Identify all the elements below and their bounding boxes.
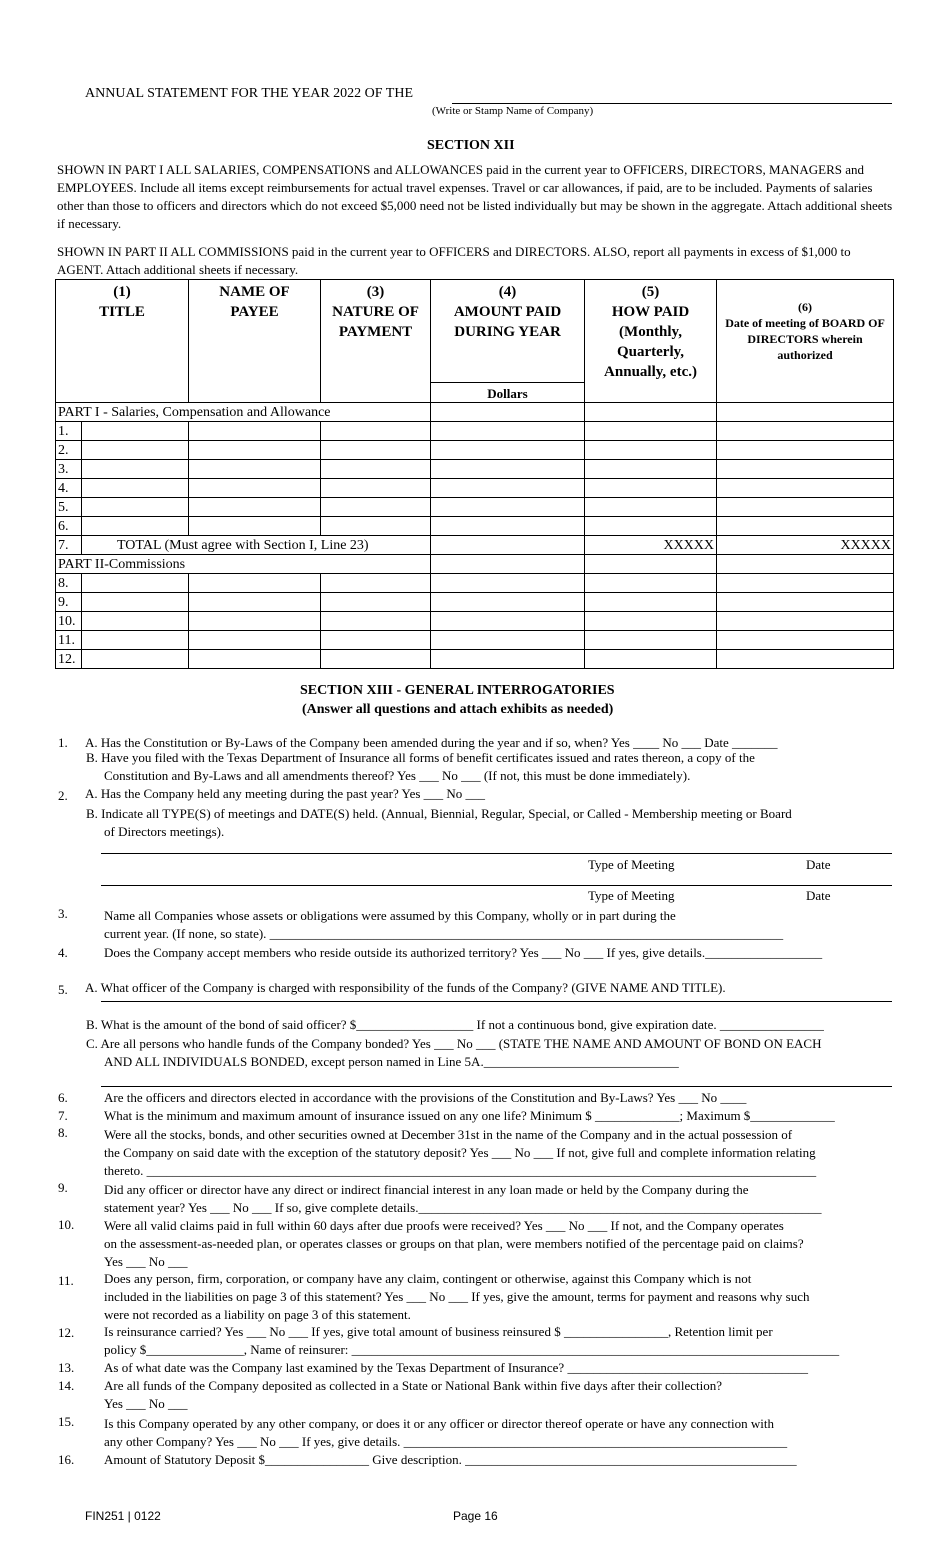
q3-number: 3. xyxy=(58,906,68,921)
col-title-header: (1) TITLE xyxy=(56,280,189,383)
q2b-text-1: B. Indicate all TYPE(S) of meetings and DATE(S) held. (Annual, Biennial, Regular, Special, or Called - Membership meeting or Board xyxy=(86,806,792,821)
q15-text-2: any other Company? Yes ___ No ___ If yes, give details. ___________________________________________________________ xyxy=(104,1434,788,1449)
q2-number: 2. xyxy=(58,788,68,803)
q1a-text: A. Has the Constitution or By-Laws of the Company been amended during the year and if so, when? Yes ____ No ___ Date _______ xyxy=(85,735,778,750)
q13-number: 13. xyxy=(58,1360,75,1375)
q2b-text-2: of Directors meetings). xyxy=(104,824,225,839)
date-label-1: Date xyxy=(806,857,831,872)
q12-number: 12. xyxy=(58,1325,75,1340)
total-how-paid-xxxxx: XXXXX xyxy=(585,535,717,554)
q16-text: Amount of Statutory Deposit $________________ Give description. ___________________________________________________ xyxy=(104,1452,797,1467)
q13-text: As of what date was the Company last examined by the Texas Department of Insurance? _____________________________________ xyxy=(104,1360,808,1375)
section-xii-title: SECTION XII xyxy=(427,138,515,153)
q15-number: 15. xyxy=(58,1414,75,1429)
date-label-2: Date xyxy=(806,888,831,903)
table-row: 2. xyxy=(56,440,894,459)
table-row: 10. xyxy=(56,611,894,630)
table-row: 3. xyxy=(56,459,894,478)
q11-text-2: included in the liabilities on page 3 of this statement? Yes ___ No ___ If yes, give the amount, terms for payment and reasons why such xyxy=(104,1289,810,1304)
table-row: 5. xyxy=(56,497,894,516)
q3-text-1: Name all Companies whose assets or obligations were assumed by this Company, wholly or in part during the xyxy=(104,908,676,923)
q4-text: Does the Company accept members who reside outside its authorized territory? Yes ___ No ___ If yes, give details.__________________ xyxy=(104,945,823,960)
q1b-text-1: B. Have you filed with the Texas Department of Insurance all forms of benefit certificates issued and rates thereon, a copy of the xyxy=(86,750,755,765)
q9-text-1: Did any officer or director have any direct or indirect financial interest in any loan made or held by the Company during the xyxy=(104,1182,749,1197)
q5b-text: B. What is the amount of the bond of said officer? $__________________ If not a continuous bond, give expiration date. ________________ xyxy=(86,1017,824,1032)
annual-statement-label: ANNUAL STATEMENT FOR THE YEAR 2022 OF THE xyxy=(85,86,414,101)
q10-text-1: Were all valid claims paid in full within 60 days after due proofs were received? Yes ___ No ___ If not, and the Company operates xyxy=(104,1218,784,1233)
q7-text: What is the minimum and maximum amount of insurance issued on any one life? Minimum $ _____________; Maximum $_____________ xyxy=(104,1108,835,1123)
q8-text-1: Were all the stocks, bonds, and other securities owned at December 31st in the name of the Company and in the actual possession of xyxy=(104,1127,793,1142)
table-row: 12. xyxy=(56,649,894,668)
q6-number: 6. xyxy=(58,1090,68,1105)
q12-text-1: Is reinsurance carried? Yes ___ No ___ If yes, give total amount of business reinsured $ ________________, Retention limit per xyxy=(104,1324,773,1339)
section-xiii-title: SECTION XIII - GENERAL INTERROGATORIES xyxy=(300,683,615,698)
q5a-text: A. What officer of the Company is charged with responsibility of the funds of the Company? (GIVE NAME AND TITLE). xyxy=(85,980,726,995)
q16-number: 16. xyxy=(58,1452,75,1467)
meeting-line-1[interactable] xyxy=(101,853,892,854)
company-name-hint: (Write or Stamp Name of Company) xyxy=(432,105,594,117)
q15-text-1: Is this Company operated by any other company, or does it or any officer or director thereof operate or have any connection with xyxy=(104,1416,774,1431)
col-board-date-header: (6) Date of meeting of BOARD OF DIRECTORS wherein authorized xyxy=(717,280,894,383)
q1-number: 1. xyxy=(58,735,68,750)
q12-text-2: policy $_______________, Name of reinsurer: ___________________________________________________________________________ xyxy=(104,1342,840,1357)
section-xiii-subtitle: (Answer all questions and attach exhibits as needed) xyxy=(302,702,614,717)
q8-number: 8. xyxy=(58,1125,68,1140)
form-id: FIN251 | 0122 xyxy=(85,1509,161,1523)
q10-text-3: Yes ___ No ___ xyxy=(104,1254,188,1269)
col-how-paid-header: (5) HOW PAID (Monthly, Quarterly, Annually, etc.) xyxy=(585,280,717,383)
section-xii-intro-2: SHOWN IN PART II ALL COMMISSIONS paid in the current year to OFFICERS and DIRECTORS. ALSO, report all payments in excess of $1,000 to AGENT. Attach additional sheets if necessary. xyxy=(57,244,851,277)
q14-text-1: Are all funds of the Company deposited as collected in a State or National Bank within five days after their collection? xyxy=(104,1378,723,1393)
page-number: Page 16 xyxy=(453,1509,498,1523)
col-nature-header: (3) NATURE OF PAYMENT xyxy=(321,280,431,383)
q7-number: 7. xyxy=(58,1108,68,1123)
q5c-text-1: C. Are all persons who handle funds of the Company bonded? Yes ___ No ___ (STATE THE NAME AND AMOUNT OF BOND ON EACH xyxy=(86,1036,822,1051)
q5-number: 5. xyxy=(58,982,68,997)
q3-text-2: current year. (If none, so state). _______________________________________________________________________________ xyxy=(104,926,784,941)
col-amount-header: (4) AMOUNT PAID DURING YEAR xyxy=(431,280,585,383)
q2a-text: A. Has the Company held any meeting during the past year? Yes ___ No ___ xyxy=(85,786,486,801)
q5a-answer-line[interactable] xyxy=(101,1001,892,1002)
q8-text-2: the Company on said date with the exception of the statutory deposit? Yes ___ No ___ If not, give full and complete information relating xyxy=(104,1145,816,1160)
total-label: TOTAL (Must agree with Section I, Line 23) xyxy=(82,535,431,554)
type-of-meeting-label-1: Type of Meeting xyxy=(588,857,675,872)
q9-text-2: statement year? Yes ___ No ___ If so, give complete details.______________________________________________________________ xyxy=(104,1200,822,1215)
q5c-text-2: AND ALL INDIVIDUALS BONDED, except person named in Line 5A.______________________________ xyxy=(104,1054,679,1069)
col-payee-header: NAME OF PAYEE xyxy=(189,280,321,383)
total-board-date-xxxxx: XXXXX xyxy=(717,535,894,554)
q5c-answer-line[interactable] xyxy=(101,1086,892,1087)
part-ii-label: PART II-Commissions xyxy=(56,554,431,573)
table-row: 11. xyxy=(56,630,894,649)
q11-text-3: were not recorded as a liability on page 3 of this statement. xyxy=(104,1307,411,1322)
compensation-table xyxy=(55,279,894,669)
company-name-line[interactable] xyxy=(452,103,892,104)
part-i-label: PART I - Salaries, Compensation and Allowance xyxy=(56,402,431,421)
section-xii-intro-1: SHOWN IN PART I ALL SALARIES, COMPENSATIONS and ALLOWANCES paid in the current year to OFFICERS, DIRECTORS, MANAGERS and EMPLOYEES. Include all items except reimbursements for actual travel expenses. Travel or car allowances, if paid, are to be included. Payments of salaries other than those to officers and directors which do not exceed $5,000 need not be listed individually but may be shown in the aggregate. Attach additional sheets if necessary. xyxy=(57,162,893,231)
q9-number: 9. xyxy=(58,1180,68,1195)
q10-number: 10. xyxy=(58,1217,75,1232)
dollars-unit-label: Dollars xyxy=(431,382,585,402)
table-row: 4. xyxy=(56,478,894,497)
q14-number: 14. xyxy=(58,1378,75,1393)
q14-text-2: Yes ___ No ___ xyxy=(104,1396,188,1411)
table-row: 9. xyxy=(56,592,894,611)
q11-text-1: Does any person, firm, corporation, or company have any claim, contingent or otherwise, against this Company which is not xyxy=(104,1271,752,1286)
q11-number: 11. xyxy=(58,1273,74,1288)
type-of-meeting-label-2: Type of Meeting xyxy=(588,888,675,903)
q10-text-2: on the assessment-as-needed plan, or operates classes or groups on that plan, were members notified of the percentage paid on claims? xyxy=(104,1236,804,1251)
table-row: 1. xyxy=(56,421,894,440)
q8-text-3: thereto. _______________________________________________________________________________________________________ xyxy=(104,1163,817,1178)
q6-text: Are the officers and directors elected in accordance with the provisions of the Constitution and By-Laws? Yes ___ No ____ xyxy=(104,1090,747,1105)
table-row: 8. xyxy=(56,573,894,592)
q4-number: 4. xyxy=(58,945,68,960)
q1b-text-2: Constitution and By-Laws and all amendments thereof? Yes ___ No ___ (If not, this must be done immediately). xyxy=(104,768,691,783)
meeting-line-2[interactable] xyxy=(101,885,892,886)
total-row: 7. TOTAL (Must agree with Section I, Line 23) XXXXX XXXXX xyxy=(56,535,894,554)
table-row: 6. xyxy=(56,516,894,535)
